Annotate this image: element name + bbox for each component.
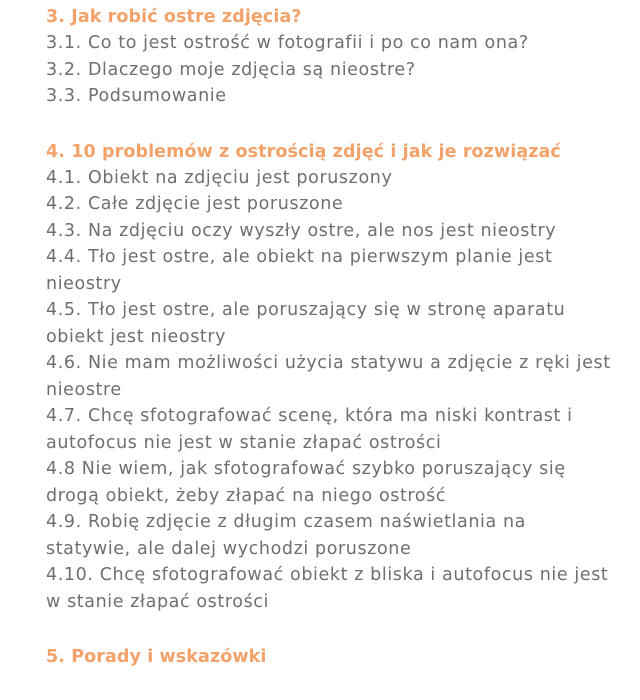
section-items	[46, 30, 616, 110]
list-item: 3.1. Co to jest ostrość w fotografii i po co nam ona?	[46, 33, 529, 53]
list-item: 4.1. Obiekt na zdjęciu jest poruszony	[46, 167, 393, 188]
section-3	[46, 4, 616, 110]
list-item: 4.6. Nie mam możliwości użycia statywu a zdjęcie z ręki jest nieostre	[46, 353, 611, 400]
list-item: 4.3. Na zdjęciu oczy wyszły ostre, ale nos jest nieostry	[46, 220, 557, 241]
list-item: 4.8 Nie wiem, jak sfotografować szybko poruszający się drogą obiekt, żeby złapać na niego ostrość	[46, 459, 566, 506]
section-title: 3. Jak robić ostre zdjęcia?	[46, 7, 302, 27]
section-title: 5. Porady i wskazówki	[46, 647, 267, 667]
list-item: 4.2. Całe zdjęcie jest poruszone	[46, 194, 344, 214]
section-items	[46, 165, 616, 616]
section-4	[46, 139, 616, 616]
section-5	[46, 644, 616, 670]
section-title: 4. 10 problemów z ostrością zdjęć i jak je rozwiązać	[46, 141, 561, 162]
list-item: 4.10. Chcę sfotografować obiekt z bliska i autofocus nie jest w stanie złapać ostrości	[46, 565, 609, 612]
list-item: 3.3. Podsumowanie	[46, 86, 227, 106]
list-item: 4.5. Tło jest ostre, ale poruszający się w stronę aparatu obiekt jest nieostry	[46, 300, 566, 347]
list-item: 3.2. Dlaczego moje zdjęcia są nieostre?	[46, 59, 416, 80]
list-item: 4.4. Tło jest ostre, ale obiekt na pierwszym planie jest nieostry	[46, 247, 553, 294]
list-item: 4.7. Chcę sfotografować scenę, która ma niski kontrast i autofocus nie jest w stanie złapać ostrości	[46, 406, 573, 453]
list-item: 4.9. Robię zdjęcie z długim czasem naświetlania na statywie, ale dalej wychodzi poruszone	[46, 512, 526, 559]
